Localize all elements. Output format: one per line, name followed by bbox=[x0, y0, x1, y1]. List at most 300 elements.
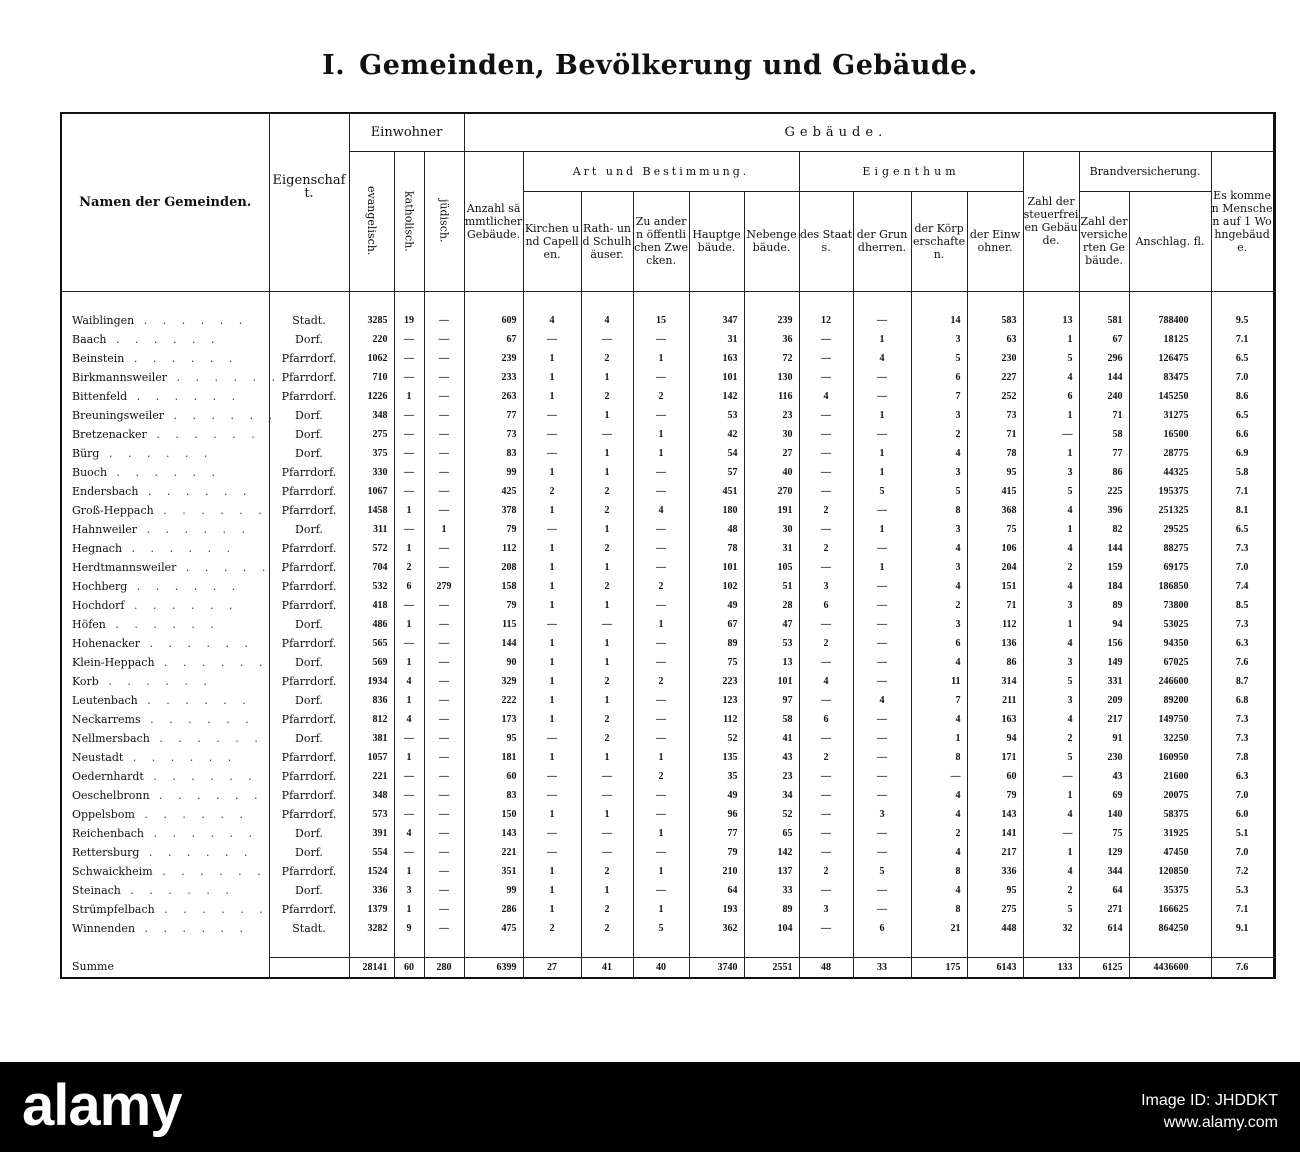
cell-rath: — bbox=[581, 767, 633, 786]
gemeinde-name: Bittenfeld bbox=[72, 389, 128, 403]
table-row bbox=[61, 729, 1274, 748]
cell-anzahl: 6399 bbox=[464, 957, 523, 978]
cell-katholisch: 60 bbox=[394, 957, 424, 978]
cell-kirchen: 1 bbox=[523, 805, 581, 824]
cell-anschlag: 89200 bbox=[1129, 691, 1211, 710]
cell-rath: 1 bbox=[581, 444, 633, 463]
cell-neben: 72 bbox=[744, 349, 799, 368]
cell-katholisch: 6 bbox=[394, 577, 424, 596]
leader-dots: . . . . . . bbox=[152, 864, 267, 878]
table-row bbox=[61, 387, 1274, 406]
cell-steuerfrei: 1 bbox=[1023, 520, 1079, 539]
cell-katholisch: 1 bbox=[394, 387, 424, 406]
cell-versichert: 296 bbox=[1079, 349, 1129, 368]
cell-koerper: — bbox=[911, 767, 967, 786]
cell-einwohner: 230 bbox=[967, 349, 1023, 368]
cell-katholisch: 19 bbox=[394, 311, 424, 330]
cell-einwohner: 151 bbox=[967, 577, 1023, 596]
cell-anschlag: 32250 bbox=[1129, 729, 1211, 748]
cell-eigenschaft: Dorf. bbox=[269, 729, 349, 748]
cell-staats: 2 bbox=[799, 539, 853, 558]
cell-haupt: 102 bbox=[689, 577, 744, 596]
cell-name bbox=[61, 805, 269, 824]
cell-eigenschaft: Pfarrdorf. bbox=[269, 501, 349, 520]
cell-einwohner: 314 bbox=[967, 672, 1023, 691]
cell-kirchen: 1 bbox=[523, 539, 581, 558]
cell-haupt: 31 bbox=[689, 330, 744, 349]
header-katholisch: katholisch. bbox=[402, 190, 416, 252]
cell-name bbox=[61, 957, 269, 978]
cell-menschen: 6.3 bbox=[1211, 634, 1274, 653]
cell-staats: — bbox=[799, 653, 853, 672]
cell-menschen: 7.1 bbox=[1211, 330, 1274, 349]
cell-versichert: 69 bbox=[1079, 786, 1129, 805]
gemeinde-name: Klein-Heppach bbox=[72, 655, 155, 669]
cell-staats: 2 bbox=[799, 634, 853, 653]
cell-evangelisch: 375 bbox=[349, 444, 394, 463]
cell-katholisch: 3 bbox=[394, 881, 424, 900]
cell-neben: 89 bbox=[744, 900, 799, 919]
table-row bbox=[61, 919, 1274, 938]
leader-dots: . . . . . . bbox=[144, 826, 258, 840]
cell-andern: 1 bbox=[633, 444, 689, 463]
cell-grund: 1 bbox=[853, 520, 911, 539]
cell-steuerfrei: — bbox=[1023, 824, 1079, 843]
cell-einwohner: 71 bbox=[967, 596, 1023, 615]
cell-steuerfrei: 133 bbox=[1023, 957, 1079, 978]
cell-eigenschaft: Pfarrdorf. bbox=[269, 482, 349, 501]
table-row bbox=[61, 843, 1274, 862]
cell-einwohner: 95 bbox=[967, 881, 1023, 900]
cell-rath: 4 bbox=[581, 311, 633, 330]
cell-juedisch: — bbox=[424, 900, 464, 919]
cell-evangelisch: 220 bbox=[349, 330, 394, 349]
cell-einwohner: 204 bbox=[967, 558, 1023, 577]
cell-anschlag: 21600 bbox=[1129, 767, 1211, 786]
cell-eigenschaft: Dorf. bbox=[269, 881, 349, 900]
cell-name bbox=[61, 710, 269, 729]
cell-menschen: 8.1 bbox=[1211, 501, 1274, 520]
header-koerper: der Körperschaften. bbox=[911, 191, 967, 291]
table-row bbox=[61, 691, 1274, 710]
cell-juedisch: — bbox=[424, 672, 464, 691]
cell-grund: — bbox=[853, 748, 911, 767]
table-row bbox=[61, 482, 1274, 501]
cell-juedisch: — bbox=[424, 482, 464, 501]
cell-andern: 4 bbox=[633, 501, 689, 520]
cell-versichert: 225 bbox=[1079, 482, 1129, 501]
gemeinde-name: Birkmannsweiler bbox=[72, 370, 168, 384]
table-row bbox=[61, 558, 1274, 577]
leader-dots: . . . . . . bbox=[135, 921, 249, 935]
cell-kirchen: — bbox=[523, 729, 581, 748]
cell-kirchen: 27 bbox=[523, 957, 581, 978]
cell-kirchen: 1 bbox=[523, 634, 581, 653]
header-eigenthum: Eigenthum bbox=[799, 151, 1023, 191]
cell-grund: — bbox=[853, 653, 911, 672]
cell-menschen: 7.0 bbox=[1211, 368, 1274, 387]
leader-dots: . . . . . . bbox=[176, 560, 291, 574]
cell-versichert: 184 bbox=[1079, 577, 1129, 596]
cell-eigenschaft: Pfarrdorf. bbox=[269, 558, 349, 577]
cell-anzahl: 83 bbox=[464, 786, 523, 805]
header-versichert: Zahl der versicherten Gebäude. bbox=[1079, 191, 1129, 291]
cell-anschlag: 160950 bbox=[1129, 748, 1211, 767]
cell-grund: — bbox=[853, 596, 911, 615]
cell-andern: 1 bbox=[633, 824, 689, 843]
cell-versichert: 614 bbox=[1079, 919, 1129, 938]
cell-eigenschaft: Pfarrdorf. bbox=[269, 596, 349, 615]
cell-versichert: 58 bbox=[1079, 425, 1129, 444]
cell-staats: 6 bbox=[799, 596, 853, 615]
cell-rath: 2 bbox=[581, 729, 633, 748]
cell-evangelisch: 1934 bbox=[349, 672, 394, 691]
cell-kirchen: 1 bbox=[523, 748, 581, 767]
gemeinde-name: Rettersburg bbox=[72, 845, 140, 859]
cell-koerper: 3 bbox=[911, 330, 967, 349]
cell-einwohner: 163 bbox=[967, 710, 1023, 729]
cell-grund: — bbox=[853, 824, 911, 843]
cell-versichert: 94 bbox=[1079, 615, 1129, 634]
gemeinde-name: Hochberg bbox=[72, 579, 128, 593]
cell-staats: — bbox=[799, 843, 853, 862]
cell-koerper: 4 bbox=[911, 577, 967, 596]
cell-menschen: 8.7 bbox=[1211, 672, 1274, 691]
cell-grund: — bbox=[853, 710, 911, 729]
cell-versichert: 240 bbox=[1079, 387, 1129, 406]
cell-neben: 97 bbox=[744, 691, 799, 710]
cell-anzahl: 95 bbox=[464, 729, 523, 748]
cell-einwohner: 217 bbox=[967, 843, 1023, 862]
cell-steuerfrei: 4 bbox=[1023, 710, 1079, 729]
cell-einwohner: 368 bbox=[967, 501, 1023, 520]
cell-andern: — bbox=[633, 330, 689, 349]
gemeinde-name: Winnenden bbox=[72, 921, 136, 935]
cell-grund: — bbox=[853, 881, 911, 900]
cell-anschlag: 31275 bbox=[1129, 406, 1211, 425]
cell-steuerfrei: 3 bbox=[1023, 653, 1079, 672]
cell-eigenschaft: Dorf. bbox=[269, 406, 349, 425]
cell-menschen: 6.8 bbox=[1211, 691, 1274, 710]
cell-anschlag: 73800 bbox=[1129, 596, 1211, 615]
cell-eigenschaft: Stadt. bbox=[269, 311, 349, 330]
cell-juedisch: — bbox=[424, 653, 464, 672]
cell-menschen: 6.0 bbox=[1211, 805, 1274, 824]
cell-andern: — bbox=[633, 691, 689, 710]
leader-dots: . . . . . . bbox=[137, 522, 252, 536]
table-row bbox=[61, 862, 1274, 881]
cell-staats: 2 bbox=[799, 748, 853, 767]
cell-kirchen: — bbox=[523, 786, 581, 805]
cell-anschlag: 4436600 bbox=[1129, 957, 1211, 978]
cell-kirchen: 1 bbox=[523, 501, 581, 520]
table-row bbox=[61, 748, 1274, 767]
cell-menschen: 7.2 bbox=[1211, 862, 1274, 881]
cell-evangelisch: 572 bbox=[349, 539, 394, 558]
cell-rath: — bbox=[581, 615, 633, 634]
cell-grund: — bbox=[853, 900, 911, 919]
cell-katholisch: — bbox=[394, 368, 424, 387]
cell-staats: 4 bbox=[799, 672, 853, 691]
cell-grund: — bbox=[853, 501, 911, 520]
cell-haupt: 57 bbox=[689, 463, 744, 482]
cell-koerper: 5 bbox=[911, 482, 967, 501]
cell-eigenschaft: Pfarrdorf. bbox=[269, 786, 349, 805]
cell-juedisch: — bbox=[424, 824, 464, 843]
cell-haupt: 142 bbox=[689, 387, 744, 406]
cell-steuerfrei: 4 bbox=[1023, 577, 1079, 596]
cell-anschlag: 788400 bbox=[1129, 311, 1211, 330]
cell-anzahl: 144 bbox=[464, 634, 523, 653]
leader-dots: . . . . . . bbox=[106, 332, 221, 346]
gemeinde-name: Summe bbox=[72, 960, 114, 974]
watermark-info bbox=[1141, 1090, 1278, 1134]
cell-haupt: 135 bbox=[689, 748, 744, 767]
cell-kirchen: — bbox=[523, 767, 581, 786]
cell-rath: 1 bbox=[581, 634, 633, 653]
cell-menschen: 7.4 bbox=[1211, 577, 1274, 596]
cell-anzahl: 329 bbox=[464, 672, 523, 691]
cell-eigenschaft: Dorf. bbox=[269, 843, 349, 862]
cell-haupt: 54 bbox=[689, 444, 744, 463]
cell-steuerfrei: 2 bbox=[1023, 881, 1079, 900]
cell-haupt: 53 bbox=[689, 406, 744, 425]
cell-koerper: 2 bbox=[911, 824, 967, 843]
cell-steuerfrei: 32 bbox=[1023, 919, 1079, 938]
cell-kirchen: 1 bbox=[523, 349, 581, 368]
gemeinde-name: Reichenbach bbox=[72, 826, 144, 840]
cell-neben: 33 bbox=[744, 881, 799, 900]
cell-andern: — bbox=[633, 634, 689, 653]
cell-staats: — bbox=[799, 520, 853, 539]
cell-andern: — bbox=[633, 786, 689, 805]
cell-anzahl: 221 bbox=[464, 843, 523, 862]
cell-katholisch: 4 bbox=[394, 824, 424, 843]
cell-juedisch: — bbox=[424, 558, 464, 577]
cell-einwohner: 106 bbox=[967, 539, 1023, 558]
cell-grund: — bbox=[853, 368, 911, 387]
cell-anzahl: 351 bbox=[464, 862, 523, 881]
cell-evangelisch: 336 bbox=[349, 881, 394, 900]
cell-neben: 104 bbox=[744, 919, 799, 938]
cell-staats: — bbox=[799, 349, 853, 368]
leader-dots: . . . . . . bbox=[149, 731, 264, 745]
gemeinde-name: Neckarrems bbox=[72, 712, 141, 726]
cell-haupt: 101 bbox=[689, 368, 744, 387]
cell-anschlag: 94350 bbox=[1129, 634, 1211, 653]
cell-staats: — bbox=[799, 463, 853, 482]
cell-rath: 1 bbox=[581, 558, 633, 577]
cell-anzahl: 67 bbox=[464, 330, 523, 349]
cell-koerper: 3 bbox=[911, 558, 967, 577]
cell-eigenschaft: Dorf. bbox=[269, 330, 349, 349]
cell-versichert: 140 bbox=[1079, 805, 1129, 824]
cell-kirchen: 1 bbox=[523, 900, 581, 919]
cell-evangelisch: 1458 bbox=[349, 501, 394, 520]
cell-menschen: 7.1 bbox=[1211, 900, 1274, 919]
cell-einwohner: 60 bbox=[967, 767, 1023, 786]
header-anschlag: Anschlag. fl. bbox=[1129, 191, 1211, 291]
cell-andern: — bbox=[633, 843, 689, 862]
gemeinde-name: Beinstein bbox=[72, 351, 125, 365]
cell-rath: 2 bbox=[581, 710, 633, 729]
cell-katholisch: — bbox=[394, 805, 424, 824]
cell-neben: 101 bbox=[744, 672, 799, 691]
cell-neben: 34 bbox=[744, 786, 799, 805]
cell-versichert: 149 bbox=[1079, 653, 1129, 672]
header-rath: Rath- und Schulhäuser. bbox=[581, 191, 633, 291]
cell-katholisch: — bbox=[394, 425, 424, 444]
cell-koerper: 2 bbox=[911, 425, 967, 444]
cell-eigenschaft: Pfarrdorf. bbox=[269, 710, 349, 729]
cell-steuerfrei: — bbox=[1023, 425, 1079, 444]
cell-name bbox=[61, 748, 269, 767]
cell-andern: — bbox=[633, 539, 689, 558]
cell-anschlag: 69175 bbox=[1129, 558, 1211, 577]
cell-grund: — bbox=[853, 786, 911, 805]
cell-eigenschaft: Pfarrdorf. bbox=[269, 634, 349, 653]
cell-andern: 5 bbox=[633, 919, 689, 938]
leader-dots: . . . . . . bbox=[140, 712, 255, 726]
cell-kirchen: 1 bbox=[523, 862, 581, 881]
cell-staats: — bbox=[799, 558, 853, 577]
cell-eigenschaft: Dorf. bbox=[269, 653, 349, 672]
cell-name bbox=[61, 330, 269, 349]
cell-name bbox=[61, 881, 269, 900]
cell-juedisch: — bbox=[424, 691, 464, 710]
leader-dots: . . . . . . bbox=[138, 484, 253, 498]
cell-kirchen: 1 bbox=[523, 881, 581, 900]
table-row bbox=[61, 520, 1274, 539]
cell-haupt: 79 bbox=[689, 843, 744, 862]
cell-juedisch: — bbox=[424, 596, 464, 615]
gemeinde-name: Oeschelbronn bbox=[72, 788, 150, 802]
cell-neben: 31 bbox=[744, 539, 799, 558]
cell-neben: 239 bbox=[744, 311, 799, 330]
cell-name bbox=[61, 653, 269, 672]
cell-steuerfrei: 4 bbox=[1023, 862, 1079, 881]
header-juedisch: jüdisch. bbox=[437, 199, 451, 243]
cell-rath: 1 bbox=[581, 691, 633, 710]
table-row bbox=[61, 900, 1274, 919]
leader-dots: . . . . . . bbox=[167, 370, 282, 384]
cell-andern: 2 bbox=[633, 767, 689, 786]
cell-anzahl: 158 bbox=[464, 577, 523, 596]
cell-menschen: 7.3 bbox=[1211, 615, 1274, 634]
cell-versichert: 64 bbox=[1079, 881, 1129, 900]
cell-neben: 53 bbox=[744, 634, 799, 653]
cell-name bbox=[61, 634, 269, 653]
cell-juedisch: — bbox=[424, 311, 464, 330]
leader-dots: . . . . . . bbox=[107, 465, 222, 479]
cell-anzahl: 378 bbox=[464, 501, 523, 520]
cell-rath: 2 bbox=[581, 862, 633, 881]
cell-einwohner: 336 bbox=[967, 862, 1023, 881]
gemeinde-name: Buoch bbox=[72, 465, 108, 479]
cell-andern: 1 bbox=[633, 349, 689, 368]
cell-juedisch: — bbox=[424, 539, 464, 558]
cell-anzahl: 173 bbox=[464, 710, 523, 729]
cell-grund: 5 bbox=[853, 862, 911, 881]
cell-menschen: 8.6 bbox=[1211, 387, 1274, 406]
cell-juedisch: — bbox=[424, 368, 464, 387]
cell-andern: — bbox=[633, 463, 689, 482]
cell-menschen: 9.1 bbox=[1211, 919, 1274, 938]
cell-steuerfrei: 3 bbox=[1023, 691, 1079, 710]
cell-menschen: 7.0 bbox=[1211, 558, 1274, 577]
gemeinde-name: Oppelsbom bbox=[72, 807, 135, 821]
cell-name bbox=[61, 615, 269, 634]
leader-dots: . . . . . . bbox=[143, 769, 258, 783]
cell-neben: 2551 bbox=[744, 957, 799, 978]
cell-eigenschaft: Dorf. bbox=[269, 520, 349, 539]
header-brand: Brandversicherung. bbox=[1079, 151, 1211, 191]
cell-evangelisch: 486 bbox=[349, 615, 394, 634]
table-row bbox=[61, 767, 1274, 786]
cell-versichert: 344 bbox=[1079, 862, 1129, 881]
header-neben: Nebengebäude. bbox=[744, 191, 799, 291]
cell-rath: — bbox=[581, 330, 633, 349]
cell-rath: 2 bbox=[581, 539, 633, 558]
spacer-row bbox=[61, 291, 1274, 311]
cell-grund: 33 bbox=[853, 957, 911, 978]
gemeinde-name: Hochdorf bbox=[72, 598, 125, 612]
cell-juedisch: 279 bbox=[424, 577, 464, 596]
cell-koerper: 3 bbox=[911, 406, 967, 425]
cell-juedisch: — bbox=[424, 862, 464, 881]
cell-anzahl: 263 bbox=[464, 387, 523, 406]
cell-katholisch: 2 bbox=[394, 558, 424, 577]
cell-anschlag: 149750 bbox=[1129, 710, 1211, 729]
cell-versichert: 156 bbox=[1079, 634, 1129, 653]
section-number: I. bbox=[322, 50, 346, 81]
cell-katholisch: 9 bbox=[394, 919, 424, 938]
cell-anschlag: 88275 bbox=[1129, 539, 1211, 558]
cell-koerper: 4 bbox=[911, 805, 967, 824]
cell-grund: — bbox=[853, 425, 911, 444]
cell-name bbox=[61, 558, 291, 577]
cell-andern: — bbox=[633, 653, 689, 672]
cell-menschen: 6.5 bbox=[1211, 349, 1274, 368]
cell-kirchen: — bbox=[523, 615, 581, 634]
gemeinde-name: Neustadt bbox=[72, 750, 124, 764]
cell-evangelisch: 311 bbox=[349, 520, 394, 539]
cell-kirchen: — bbox=[523, 406, 581, 425]
cell-koerper: 4 bbox=[911, 710, 967, 729]
cell-staats: 2 bbox=[799, 862, 853, 881]
cell-staats: — bbox=[799, 881, 853, 900]
cell-anzahl: 222 bbox=[464, 691, 523, 710]
cell-anzahl: 99 bbox=[464, 881, 523, 900]
cell-haupt: 49 bbox=[689, 786, 744, 805]
cell-menschen: 7.3 bbox=[1211, 539, 1274, 558]
cell-steuerfrei: 2 bbox=[1023, 558, 1079, 577]
cell-anzahl: 115 bbox=[464, 615, 523, 634]
cell-steuerfrei: 1 bbox=[1023, 615, 1079, 634]
cell-juedisch: — bbox=[424, 919, 464, 938]
cell-neben: 27 bbox=[744, 444, 799, 463]
cell-rath: 1 bbox=[581, 653, 633, 672]
cell-rath: — bbox=[581, 786, 633, 805]
cell-staats: 3 bbox=[799, 577, 853, 596]
gemeinde-name: Groß-Heppach bbox=[72, 503, 154, 517]
cell-einwohner: 63 bbox=[967, 330, 1023, 349]
cell-einwohner: 171 bbox=[967, 748, 1023, 767]
leader-dots: . . . . . . bbox=[124, 598, 239, 612]
header-gebaeude: Gebäude. bbox=[464, 113, 1274, 151]
cell-grund: 1 bbox=[853, 406, 911, 425]
cell-versichert: 71 bbox=[1079, 406, 1129, 425]
